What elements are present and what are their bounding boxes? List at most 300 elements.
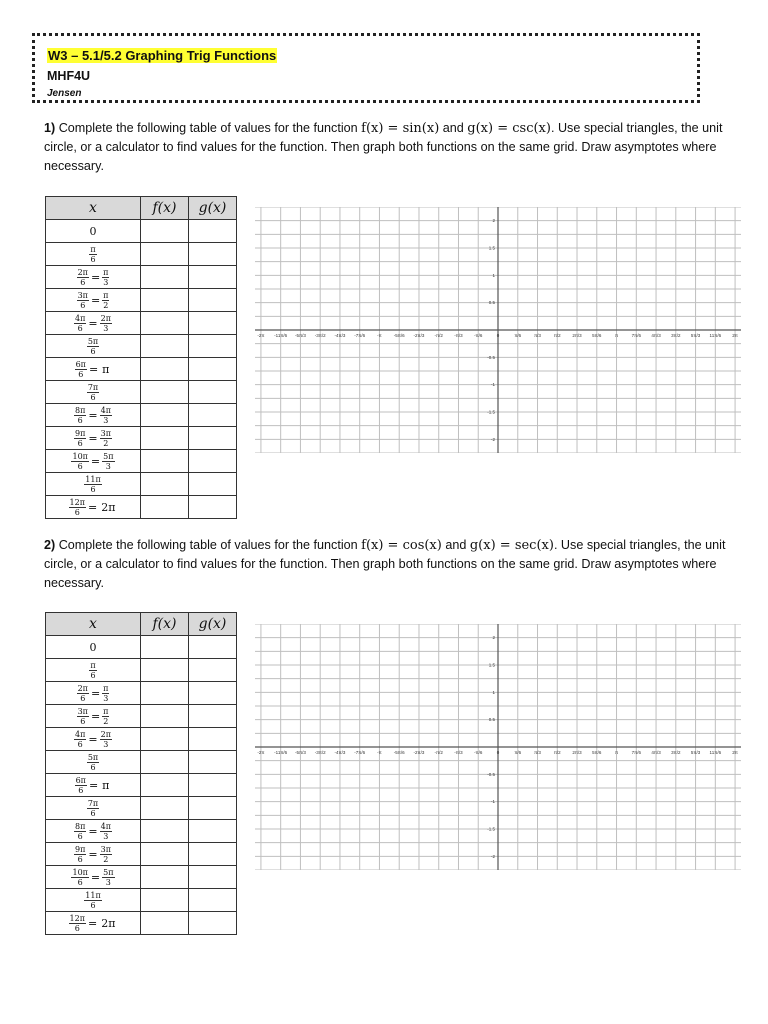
table-row	[46, 820, 237, 843]
denominator: 6	[90, 484, 96, 494]
g-value-cell[interactable]	[189, 335, 237, 358]
x-value-cell	[46, 774, 141, 797]
fraction	[74, 845, 86, 864]
g-expression: g(x) = csc(x)	[467, 121, 551, 136]
denominator: 6	[90, 808, 96, 818]
x-tick-label: 5π/3	[690, 750, 701, 755]
numerator: 4π	[100, 405, 111, 415]
numerator: 6π	[75, 775, 86, 785]
x-simplified: 2π	[101, 916, 116, 930]
denominator: 3	[103, 277, 109, 287]
numerator: 7π	[87, 382, 99, 392]
denominator: 3	[103, 739, 109, 749]
x-tick-label: 5π/6	[592, 750, 602, 755]
f-value-cell[interactable]	[141, 889, 189, 912]
numerator: 8π	[75, 405, 86, 415]
x-tick-label: 2π/3	[572, 333, 582, 338]
f-value-cell[interactable]	[141, 705, 189, 728]
fraction	[74, 406, 86, 425]
g-value-cell[interactable]	[189, 682, 237, 705]
x-value-cell	[46, 312, 141, 335]
x-tick-label: π/6	[514, 333, 522, 338]
f-value-cell[interactable]	[141, 728, 189, 751]
table-row	[46, 774, 237, 797]
fraction	[69, 914, 86, 933]
question-text: Complete the following table of values for the function	[55, 538, 362, 552]
numerator: 2π	[77, 683, 88, 693]
question-number: 2)	[44, 538, 56, 552]
x-value-cell	[46, 682, 141, 705]
denominator: 6	[80, 300, 86, 310]
numerator: 4π	[75, 729, 86, 739]
x-value-cell	[46, 243, 141, 266]
equals-sign: =	[88, 362, 99, 376]
denominator: 6	[90, 392, 96, 402]
x-tick-label: -5π/3	[295, 750, 306, 755]
numerator: 7π	[87, 798, 99, 808]
equals-sign: =	[88, 824, 98, 838]
equals-sign: =	[90, 686, 101, 700]
table-row	[46, 404, 237, 427]
equals-sign: =	[88, 732, 98, 746]
x-tick-label: 11π/6	[709, 333, 722, 338]
f-value-cell[interactable]	[141, 636, 189, 659]
equals-sign: =	[90, 454, 101, 468]
table-row	[46, 889, 237, 912]
numerator: 11π	[85, 890, 101, 900]
f-value-cell[interactable]	[141, 866, 189, 889]
table-row	[46, 682, 237, 705]
numerator: 4π	[100, 821, 111, 831]
table-row	[46, 636, 237, 659]
table-of-values-1	[45, 196, 237, 519]
numerator: π	[103, 290, 109, 300]
denominator: 6	[80, 716, 86, 726]
graph-grid-1[interactable]	[255, 207, 741, 453]
fraction	[87, 383, 99, 402]
x-value-cell	[46, 427, 141, 450]
x-value-cell	[46, 820, 141, 843]
g-expression: g(x) = sec(x)	[469, 538, 554, 553]
denominator: 6	[77, 854, 83, 864]
x-tick-label: -π/6	[474, 750, 483, 755]
fraction	[102, 291, 109, 310]
numerator: π	[90, 660, 96, 670]
denominator: 2	[103, 854, 109, 864]
x-tick-label: 3π/2	[671, 750, 681, 755]
y-tick-label: -1	[490, 382, 495, 388]
g-value-cell[interactable]	[189, 220, 237, 243]
y-tick-label: 1	[492, 689, 495, 695]
teacher-name: Jensen	[47, 88, 82, 99]
g-value-cell[interactable]	[189, 659, 237, 682]
x-value-cell	[46, 728, 141, 751]
f-value-cell[interactable]	[141, 473, 189, 496]
g-value-cell[interactable]	[189, 473, 237, 496]
x-tick-label: 2π	[732, 750, 738, 755]
x-value-cell	[46, 473, 141, 496]
y-tick-label: -0.5	[487, 354, 495, 360]
numerator: 2π	[100, 729, 111, 739]
f-value-cell[interactable]	[141, 820, 189, 843]
numerator: 9π	[75, 844, 86, 854]
numerator: π	[103, 706, 109, 716]
numerator: 5π	[87, 752, 99, 762]
x-value: 0	[89, 224, 97, 238]
denominator: 6	[77, 831, 83, 841]
x-tick-label: 7π/6	[631, 750, 641, 755]
fraction	[87, 337, 99, 356]
table-row	[46, 797, 237, 820]
f-value-cell[interactable]	[141, 774, 189, 797]
denominator: 6	[90, 346, 96, 356]
numerator: 12π	[69, 913, 85, 923]
f-value-cell[interactable]	[141, 404, 189, 427]
course-code: MHF4U	[47, 69, 91, 83]
question-text: Complete the following table of values for the function	[55, 121, 362, 135]
f-value-cell[interactable]	[141, 797, 189, 820]
fraction	[75, 360, 87, 379]
x-value-cell	[46, 496, 141, 519]
fraction	[74, 822, 86, 841]
table-row	[46, 473, 237, 496]
x-value-cell	[46, 705, 141, 728]
fraction	[77, 268, 89, 287]
numerator: 5π	[103, 451, 114, 461]
denominator: 6	[90, 900, 96, 910]
fraction	[102, 452, 114, 471]
numerator: 3π	[77, 706, 88, 716]
fraction	[100, 429, 112, 448]
denominator: 3	[103, 693, 109, 703]
fraction	[71, 452, 88, 471]
fraction	[102, 707, 109, 726]
table-header-row	[46, 197, 237, 220]
f-value-cell[interactable]	[141, 427, 189, 450]
table-row	[46, 335, 237, 358]
x-tick-label: -11π/6	[274, 750, 288, 755]
f-value-cell[interactable]	[141, 659, 189, 682]
table-row	[46, 427, 237, 450]
g-value-cell[interactable]	[189, 427, 237, 450]
x-tick-label: -π/6	[474, 333, 483, 338]
numerator: 6π	[75, 359, 86, 369]
denominator: 6	[77, 415, 83, 425]
x-tick-label: 2π	[732, 333, 738, 338]
equals-sign: =	[90, 293, 101, 307]
fraction	[87, 753, 99, 772]
table-row	[46, 705, 237, 728]
fraction	[77, 684, 89, 703]
g-value-cell[interactable]	[189, 404, 237, 427]
x-tick-label: π/6	[514, 750, 522, 755]
table-row	[46, 243, 237, 266]
x-value-cell	[46, 797, 141, 820]
x-tick-label: -π/3	[454, 333, 463, 338]
x-tick-label: π	[614, 750, 619, 755]
y-tick-label: 2	[492, 218, 495, 224]
numerator: 10π	[72, 867, 88, 877]
denominator: 3	[103, 831, 109, 841]
g-value-cell[interactable]	[189, 843, 237, 866]
y-tick-label: 1.5	[488, 245, 495, 251]
x-tick-label: 3π/2	[671, 333, 681, 338]
x-tick-label: -4π/3	[334, 333, 346, 338]
question-2	[44, 536, 734, 593]
denominator: 6	[74, 507, 80, 517]
numerator: 11π	[85, 474, 101, 484]
table-row	[46, 659, 237, 682]
x-value-cell	[46, 843, 141, 866]
x-simplified: 2π	[101, 500, 116, 514]
g-value-cell[interactable]	[189, 496, 237, 519]
f-value-cell[interactable]	[141, 289, 189, 312]
table-row	[46, 450, 237, 473]
denominator: 3	[105, 877, 111, 887]
x-value-cell	[46, 450, 141, 473]
table-row	[46, 381, 237, 404]
denominator: 6	[77, 739, 83, 749]
x-tick-label: 11π/6	[709, 750, 722, 755]
x-value: 0	[89, 640, 97, 654]
fraction	[100, 845, 112, 864]
numerator: 4π	[75, 313, 86, 323]
question-text: . Use special triangles, the unit circle, or a calculator to find values for the function. Then graph both functions on the same grid. Draw asymptotes where necessary.	[44, 538, 726, 590]
y-tick-label: 0.5	[488, 717, 495, 723]
column-header: g(x)	[189, 197, 237, 220]
numerator: 9π	[75, 428, 86, 438]
x-tick-label: -2π	[257, 333, 265, 338]
x-tick-label: -5π/3	[295, 333, 306, 338]
x-tick-label: -π/2	[434, 333, 443, 338]
fraction	[87, 799, 99, 818]
x-tick-label: 4π/3	[651, 333, 661, 338]
denominator: 6	[77, 877, 83, 887]
fraction	[102, 868, 114, 887]
denominator: 3	[105, 461, 111, 471]
denominator: 6	[78, 785, 84, 795]
equals-sign: =	[88, 778, 99, 792]
fraction	[100, 314, 112, 333]
equals-sign: =	[90, 870, 101, 884]
denominator: 3	[103, 323, 109, 333]
numerator: 8π	[75, 821, 86, 831]
y-tick-label: -2	[490, 436, 495, 442]
table-of-values-2	[45, 612, 237, 935]
x-tick-label: 5π/6	[592, 333, 602, 338]
g-value-cell[interactable]	[189, 381, 237, 404]
y-tick-label: 1	[492, 272, 495, 278]
g-value-cell[interactable]	[189, 820, 237, 843]
fraction	[74, 429, 86, 448]
table-row	[46, 312, 237, 335]
f-value-cell[interactable]	[141, 751, 189, 774]
table-row	[46, 266, 237, 289]
question-1	[44, 119, 734, 176]
fraction	[69, 498, 86, 517]
denominator: 2	[103, 300, 109, 310]
g-value-cell[interactable]	[189, 751, 237, 774]
fraction	[75, 776, 87, 795]
numerator: 3π	[100, 844, 111, 854]
numerator: 5π	[103, 867, 114, 877]
g-value-cell[interactable]	[189, 889, 237, 912]
column-header: x	[46, 197, 141, 220]
x-tick-label: -π	[377, 333, 382, 338]
equals-sign: =	[90, 709, 101, 723]
x-tick-label: -π/2	[434, 750, 443, 755]
f-value-cell[interactable]	[141, 220, 189, 243]
y-tick-label: 2	[492, 635, 495, 641]
header-box	[32, 33, 700, 103]
x-simplified: π	[102, 778, 110, 792]
column-header: f(x)	[141, 613, 189, 636]
fraction	[102, 684, 109, 703]
x-value-cell	[46, 358, 141, 381]
x-tick-label: -2π/3	[413, 333, 425, 338]
table-row	[46, 220, 237, 243]
equals-sign: =	[88, 408, 98, 422]
table-row	[46, 289, 237, 312]
fraction	[102, 268, 109, 287]
f-value-cell[interactable]	[141, 450, 189, 473]
graph-grid-2[interactable]	[255, 624, 741, 870]
g-value-cell[interactable]	[189, 636, 237, 659]
denominator: 6	[78, 369, 84, 379]
fraction	[77, 291, 89, 310]
x-tick-label: -π/3	[454, 750, 463, 755]
f-value-cell[interactable]	[141, 358, 189, 381]
f-value-cell[interactable]	[141, 496, 189, 519]
f-value-cell[interactable]	[141, 243, 189, 266]
g-value-cell[interactable]	[189, 912, 237, 935]
x-tick-label: -7π/6	[354, 333, 366, 338]
x-tick-label: -π	[377, 750, 382, 755]
fraction	[100, 406, 112, 425]
denominator: 6	[90, 254, 96, 264]
denominator: 2	[103, 716, 109, 726]
x-tick-label: π/3	[534, 750, 541, 755]
column-header: f(x)	[141, 197, 189, 220]
g-value-cell[interactable]	[189, 705, 237, 728]
g-value-cell[interactable]	[189, 797, 237, 820]
g-value-cell[interactable]	[189, 243, 237, 266]
x-value-cell	[46, 889, 141, 912]
f-value-cell[interactable]	[141, 682, 189, 705]
f-value-cell[interactable]	[141, 312, 189, 335]
x-tick-label: π/2	[553, 333, 561, 338]
denominator: 2	[103, 438, 109, 448]
g-value-cell[interactable]	[189, 312, 237, 335]
table-row	[46, 866, 237, 889]
denominator: 6	[80, 277, 86, 287]
x-value-cell	[46, 866, 141, 889]
denominator: 6	[77, 323, 83, 333]
table-row	[46, 751, 237, 774]
y-tick-label: -2	[490, 853, 495, 859]
f-value-cell[interactable]	[141, 381, 189, 404]
x-tick-label: -2π	[257, 750, 265, 755]
numerator: 3π	[77, 290, 88, 300]
f-value-cell[interactable]	[141, 912, 189, 935]
f-value-cell[interactable]	[141, 843, 189, 866]
numerator: 3π	[100, 428, 111, 438]
g-value-cell[interactable]	[189, 866, 237, 889]
x-tick-label: 5π/3	[690, 333, 701, 338]
g-value-cell[interactable]	[189, 774, 237, 797]
table-row	[46, 358, 237, 381]
x-value-cell	[46, 335, 141, 358]
f-value-cell[interactable]	[141, 335, 189, 358]
x-tick-label: -5π/6	[393, 750, 405, 755]
x-tick-label: π/2	[553, 750, 561, 755]
numerator: π	[90, 244, 96, 254]
equals-sign: =	[87, 500, 98, 514]
column-header: x	[46, 613, 141, 636]
column-header: g(x)	[189, 613, 237, 636]
f-expression: f(x) = cos(x)	[361, 538, 442, 553]
g-value-cell[interactable]	[189, 728, 237, 751]
x-value-cell	[46, 289, 141, 312]
denominator: 3	[103, 415, 109, 425]
denominator: 6	[77, 461, 83, 471]
denominator: 6	[74, 923, 80, 933]
f-value-cell[interactable]	[141, 266, 189, 289]
g-value-cell[interactable]	[189, 289, 237, 312]
denominator: 6	[90, 670, 96, 680]
numerator: π	[103, 683, 109, 693]
x-simplified: π	[102, 362, 110, 376]
x-tick-label: -2π/3	[413, 750, 425, 755]
numerator: π	[103, 267, 109, 277]
denominator: 6	[77, 438, 83, 448]
fraction	[84, 891, 101, 910]
x-value-cell	[46, 659, 141, 682]
x-tick-label: -11π/6	[274, 333, 288, 338]
y-tick-label: 0.5	[488, 300, 495, 306]
equals-sign: =	[87, 916, 98, 930]
equals-sign: =	[88, 847, 98, 861]
g-value-cell[interactable]	[189, 450, 237, 473]
x-value-cell	[46, 404, 141, 427]
f-expression: f(x) = sin(x)	[361, 121, 440, 136]
fraction	[74, 730, 86, 749]
x-tick-label: 2π/3	[572, 750, 582, 755]
denominator: 6	[80, 693, 86, 703]
denominator: 6	[90, 762, 96, 772]
fraction	[84, 475, 101, 494]
x-tick-label: -4π/3	[334, 750, 346, 755]
equals-sign: =	[90, 270, 101, 284]
x-value-cell	[46, 266, 141, 289]
g-value-cell[interactable]	[189, 266, 237, 289]
x-value-cell	[46, 636, 141, 659]
x-tick-label: -5π/6	[393, 333, 405, 338]
numerator: 2π	[77, 267, 88, 277]
numerator: 5π	[87, 336, 99, 346]
fraction	[89, 661, 96, 680]
fraction	[77, 707, 89, 726]
x-tick-label: π/3	[534, 333, 541, 338]
equals-sign: =	[88, 431, 98, 445]
x-tick-label: 7π/6	[631, 333, 641, 338]
g-value-cell[interactable]	[189, 358, 237, 381]
table-row	[46, 728, 237, 751]
x-tick-label: -3π/2	[314, 750, 326, 755]
y-tick-label: 1.5	[488, 662, 495, 668]
x-tick-label: -7π/6	[354, 750, 366, 755]
question-text: . Use special triangles, the unit circle, or a calculator to find values for the function. Then graph both functions on the same grid. Draw asymptotes where necessary.	[44, 121, 723, 173]
